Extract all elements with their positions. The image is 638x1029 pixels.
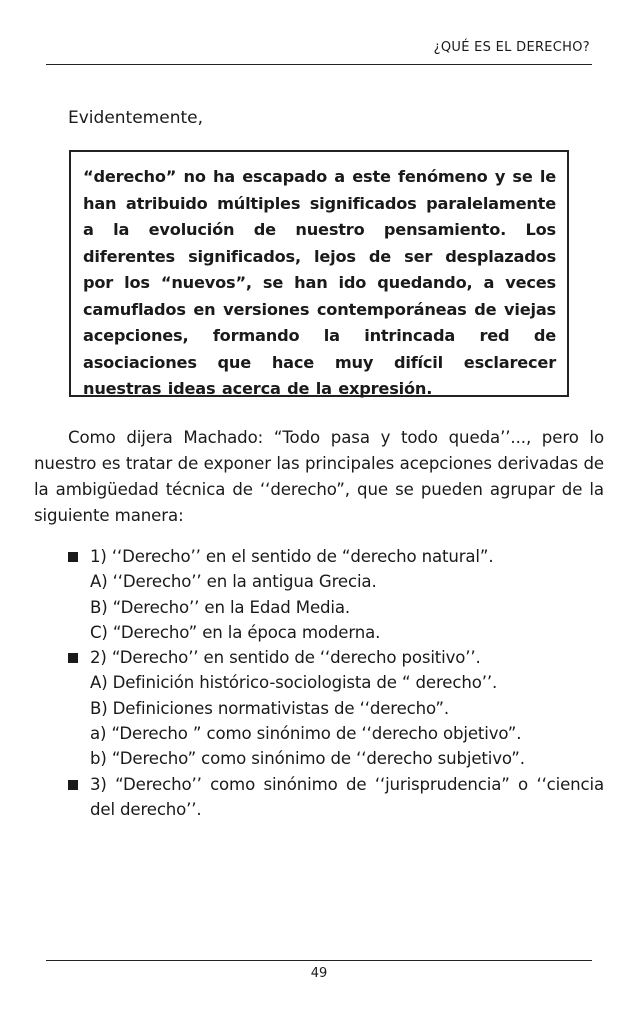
body-paragraph: Como dijera Machado: “Todo pasa y todo queda’’..., pero lo nuestro es tratar de exponer las principales acepciones derivadas de la ambigüedad técnica de ‘‘derecho”, que se pueden agrupar de la siguiente manera:: [34, 428, 604, 525]
header-divider: [46, 64, 592, 65]
list-subitem: b) “Derecho” como sinónimo de ‘‘derecho subjetivo”.: [90, 749, 525, 769]
quote-text: “derecho” no ha escapado a este fenómeno y se le han atribuido múltiples significados paralelamente a la evolución de nuestro pensamiento. Los diferentes significados, lejos de ser desplazados por los “nuevos”, se han ido quedando, a veces camuflados en versiones contemporáneas de viejas acepciones, formando la intrincada red de asociaciones que hace muy difícil esclarecer nuestras ideas acerca de la expresión.: [83, 167, 556, 398]
list-subitem: B) “Derecho’’ en la Edad Media.: [90, 597, 350, 617]
list-item-label: 2) “Derecho’’ en sentido de ‘‘derecho positivo’’.: [90, 648, 481, 668]
list-subitem: A) Definición histórico-sociologista de “ derecho’’.: [90, 673, 498, 693]
bullet-list: [64, 544, 604, 822]
list-subitem: a) “Derecho ” como sinónimo de ‘‘derecho objetivo”.: [90, 724, 522, 744]
footer-divider: [46, 960, 592, 961]
running-header: ¿QUÉ ES EL DERECHO?: [433, 40, 590, 55]
list-item: [64, 544, 604, 645]
square-bullet-icon: [68, 780, 78, 790]
page-number: 49: [310, 966, 328, 981]
list-item-label: 3) “Derecho’’ como sinónimo de ‘‘jurisprudencia” o ‘‘ciencia del derecho’’.: [90, 774, 604, 819]
list-item: [64, 645, 604, 771]
quote-box: [69, 150, 569, 397]
square-bullet-icon: [68, 552, 78, 562]
intro-text: Evidentemente,: [68, 108, 203, 128]
list-subitem: B) Definiciones normativistas de ‘‘derecho”.: [90, 698, 449, 718]
list-item-label: 1) ‘‘Derecho’’ en el sentido de “derecho natural”.: [90, 547, 494, 566]
square-bullet-icon: [68, 653, 78, 663]
list-item: [64, 772, 604, 823]
list-subitem: C) “Derecho” en la época moderna.: [90, 622, 381, 642]
list-subitem: A) ‘‘Derecho’’ en la antigua Grecia.: [90, 572, 377, 592]
